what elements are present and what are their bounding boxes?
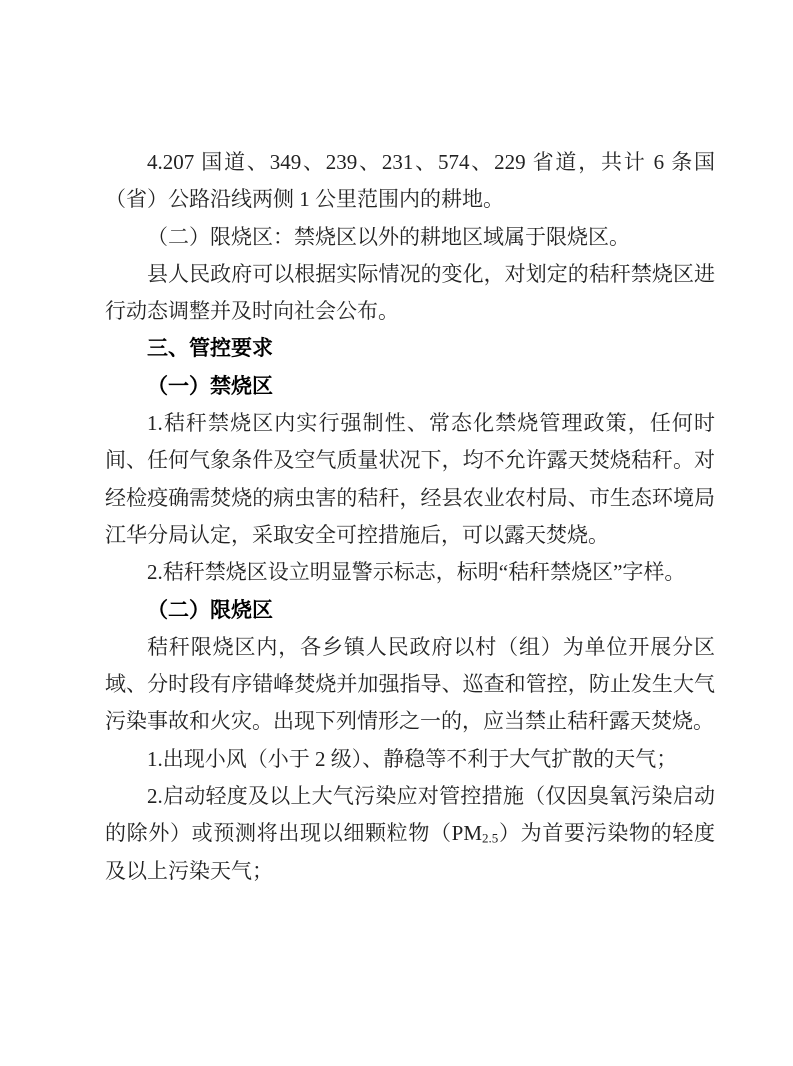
heading-prohibited-burn-zone: （一）禁烧区 [147, 374, 273, 398]
paragraph-restricted-zone-definition: （二）限烧区：禁烧区以外的耕地区域属于限烧区。 [147, 224, 630, 249]
paragraph-condition-2-pollution [105, 778, 715, 890]
pm25-subscript: 2.5 [482, 830, 499, 846]
condition-2-text-after-subscript: ）为首要污染物的轻度及以上污染天气； [105, 821, 716, 883]
paragraph-dynamic-adjustment: 县人民政府可以根据实际情况的变化，对划定的秸秆禁烧区进行动态调整并及时向社会公布。 [105, 261, 715, 324]
paragraph-road-list: 4.207 国道、349、239、231、574、229 省道，共计 6 条国（省）公路沿线两侧 1 公里范围内的耕地。 [105, 150, 715, 212]
paragraph-condition-1-weather: 1.出现小风（小于 2 级）、静稳等不利于大气扩散的天气； [147, 746, 678, 771]
heading-restricted-burn-zone: （二）限烧区 [147, 598, 273, 622]
paragraph-warning-signs: 2.秸秆禁烧区设立明显警示标志，标明“秸秆禁烧区”字样。 [147, 560, 686, 585]
paragraph-prohibited-zone-policy: 1.秸秆禁烧区内实行强制性、常态化禁烧管理政策，任何时间、任何气象条件及空气质量状况下，均不允许露天焚烧秸秆。对经检疫确需焚烧的病虫害的秸秆，经县农业农村局、市生态环境局江华分局认定，采取安全可控措施后，可以露天焚烧。 [105, 411, 715, 547]
paragraph-restricted-zone-management: 秸秆限烧区内，各乡镇人民政府以村（组）为单位开展分区域、分时段有序错峰焚烧并加强指导、巡查和管控，防止发生大气污染事故和火灾。出现下列情形之一的，应当禁止秸秆露天焚烧。 [105, 634, 715, 734]
heading-control-requirements: 三、管控要求 [147, 337, 273, 361]
condition-2-text-before-subscript: 2.启动轻度及以上大气污染应对管控措施（仅因臭氧污染启动的除外）或预测将出现以细颗粒物（PM [105, 784, 715, 846]
